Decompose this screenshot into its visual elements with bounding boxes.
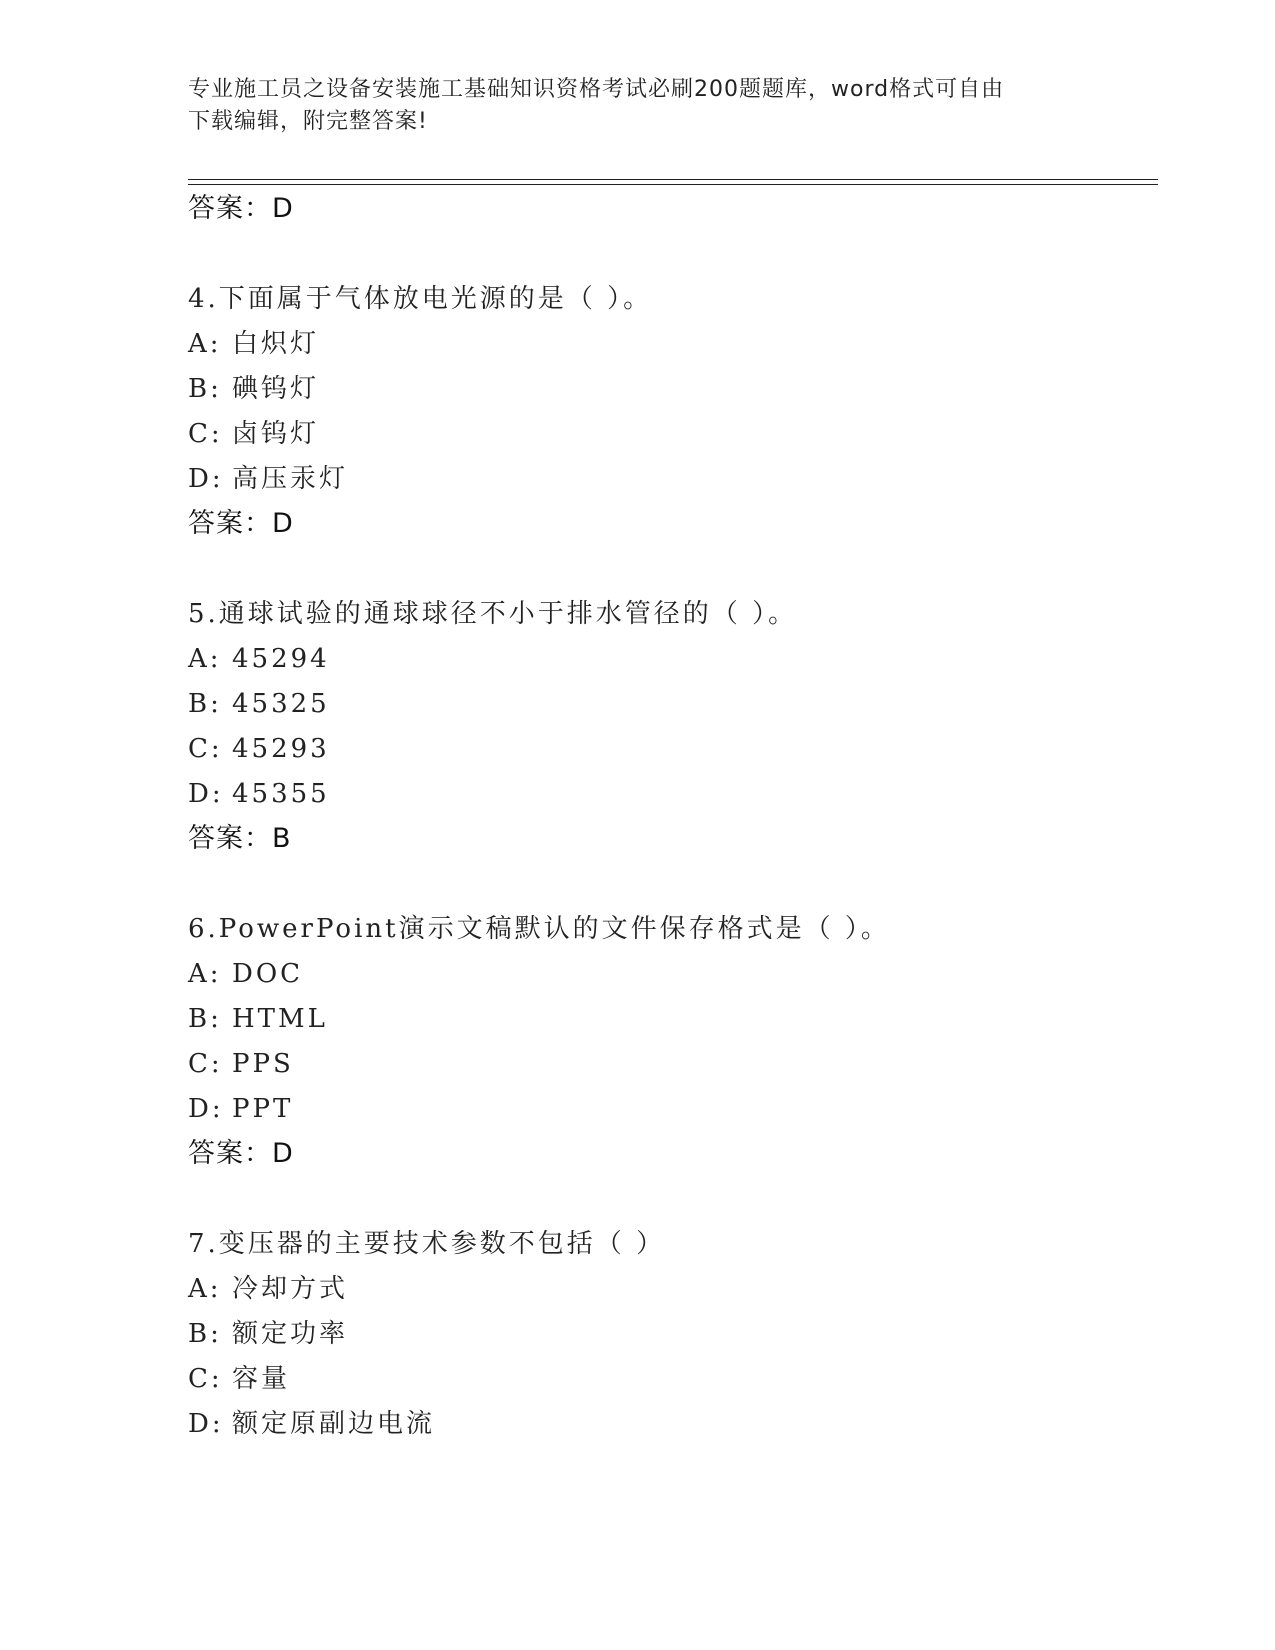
option-text: PPT bbox=[232, 1094, 294, 1124]
answer-previous: 答案：D bbox=[188, 193, 294, 224]
question-6-option-a bbox=[188, 957, 303, 991]
option-label: B: bbox=[188, 1004, 222, 1034]
header-rule-bottom bbox=[188, 184, 1158, 185]
question-6-option-d bbox=[188, 1092, 293, 1126]
option-text: 高压汞灯 bbox=[232, 464, 349, 494]
question-4-stem: 4.下面属于气体放电光源的是（ ）。 bbox=[188, 284, 653, 314]
header-line-1: 专业施工员之设备安装施工基础知识资格考试必刷200题题库，word格式可自由 bbox=[188, 77, 1005, 102]
option-text: 45355 bbox=[232, 779, 330, 809]
option-label: D: bbox=[188, 779, 224, 809]
question-4-option-d bbox=[188, 462, 348, 496]
option-text: 额定功率 bbox=[232, 1319, 349, 1349]
option-text: HTML bbox=[232, 1004, 328, 1034]
question-5-option-a bbox=[188, 642, 330, 676]
question-4-option-b bbox=[188, 372, 319, 406]
option-label: C: bbox=[188, 1364, 223, 1394]
question-4-option-c bbox=[188, 417, 319, 451]
header-line-2: 下载编辑，附完整答案! bbox=[188, 109, 428, 134]
option-label: A: bbox=[188, 644, 222, 674]
question-7-option-c bbox=[188, 1362, 290, 1396]
question-5-stem: 5.通球试验的通球球径不小于排水管径的（ ）。 bbox=[188, 599, 798, 629]
option-text: 45294 bbox=[232, 644, 330, 674]
option-text: 碘钨灯 bbox=[232, 374, 320, 404]
option-label: B: bbox=[188, 689, 222, 719]
option-text: 额定原副边电流 bbox=[232, 1409, 436, 1439]
question-5-option-c bbox=[188, 732, 330, 766]
question-4-answer: 答案：D bbox=[188, 508, 294, 539]
option-label: A: bbox=[188, 959, 222, 989]
option-label: A: bbox=[188, 1274, 222, 1304]
option-label: B: bbox=[188, 1319, 222, 1349]
question-7-option-d bbox=[188, 1407, 435, 1441]
question-6-answer: 答案：D bbox=[188, 1138, 294, 1169]
option-text: 卤钨灯 bbox=[232, 419, 320, 449]
option-label: A: bbox=[188, 329, 222, 359]
question-6-option-b bbox=[188, 1002, 328, 1036]
document-header bbox=[188, 74, 1088, 138]
option-label: C: bbox=[188, 1049, 223, 1079]
question-5-option-d bbox=[188, 777, 330, 811]
question-6-stem: 6.PowerPoint演示文稿默认的文件保存格式是（ ）。 bbox=[188, 914, 890, 944]
option-text: 45325 bbox=[232, 689, 330, 719]
option-text: PPS bbox=[232, 1049, 294, 1079]
question-5-option-b bbox=[188, 687, 330, 721]
option-text: 45293 bbox=[232, 734, 330, 764]
option-text: DOC bbox=[232, 959, 304, 989]
option-text: 白炽灯 bbox=[232, 329, 320, 359]
header-rule-top bbox=[188, 179, 1158, 180]
option-text: 容量 bbox=[232, 1364, 291, 1394]
question-7-stem: 7.变压器的主要技术参数不包括（ ） bbox=[188, 1229, 666, 1259]
option-label: C: bbox=[188, 734, 223, 764]
option-label: D: bbox=[188, 464, 224, 494]
option-label: D: bbox=[188, 1094, 224, 1124]
question-6-option-c bbox=[188, 1047, 294, 1081]
question-7-option-b bbox=[188, 1317, 348, 1351]
question-4-option-a bbox=[188, 327, 319, 361]
option-text: 冷却方式 bbox=[232, 1274, 349, 1304]
option-label: C: bbox=[188, 419, 223, 449]
question-5-answer: 答案：B bbox=[188, 823, 292, 854]
option-label: B: bbox=[188, 374, 222, 404]
question-7-option-a bbox=[188, 1272, 348, 1306]
option-label: D: bbox=[188, 1409, 224, 1439]
